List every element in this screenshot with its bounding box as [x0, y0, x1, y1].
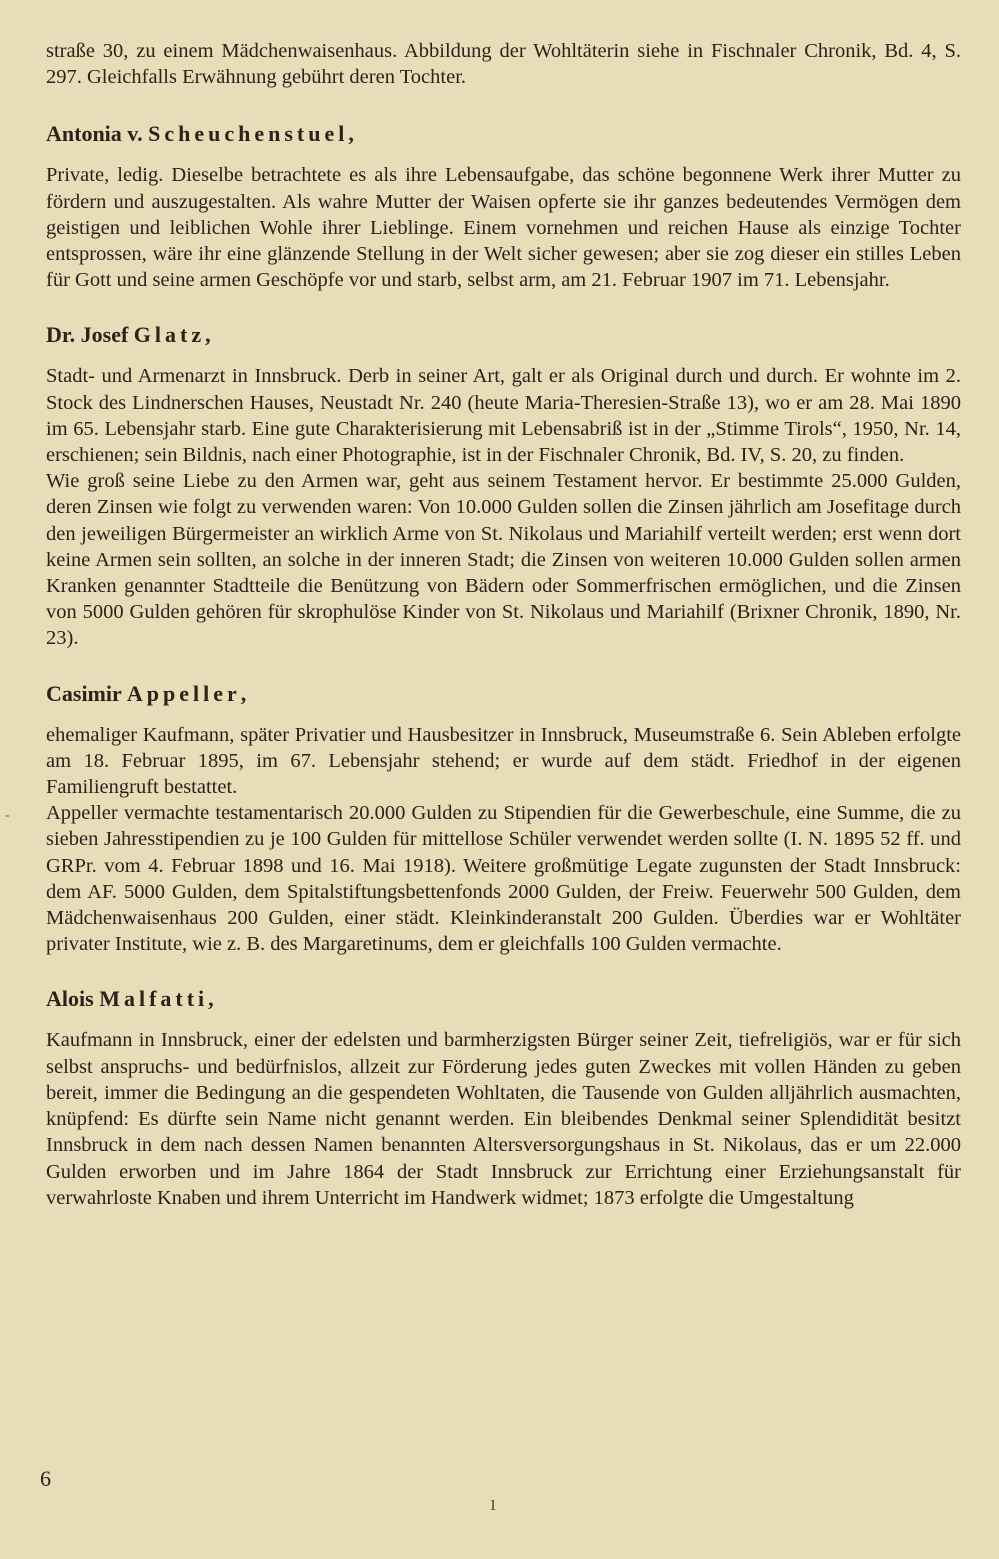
entry-heading [46, 120, 961, 148]
entry-appeller [46, 680, 961, 958]
heading-name-prefix: Casimir [46, 680, 127, 706]
entry-scheuchenstuel [46, 120, 961, 293]
entry-paragraph: Kaufmann in Innsbruck, einer der edelsten und barmherzigsten Bürger seiner Zeit, tiefreligiös, war er für sich selbst anspruchs- und bedürfnislos, allzeit zur Förderung jedes guten Zweckes mit vollen Händen zu geben bereit, immer die Bedingung an die gespendeten Wohltaten, die Tausende von Gulden alljährlich ausmachten, knüpfend: Es dürfte sein Name nicht genannt werden. Ein bleibendes Denkmal seiner Splendidität besitzt Innsbruck in dem nach dessen Namen benannten Altersversorgungshaus in St. Nikolaus, das er um 22.000 Gulden erworben und im Jahre 1864 der Stadt Innsbruck zur Errichtung einer Erziehungsanstalt für verwahrloste Knaben und ihrem Unterricht im Handwerk widmet; 1873 erfolgte die Umgestaltung [46, 1029, 961, 1209]
paper-speck-mark: ı [490, 1490, 497, 1515]
entry-glatz [46, 321, 961, 651]
page-number: 6 [40, 1466, 51, 1491]
heading-suffix: , [348, 121, 354, 147]
entry-paragraph: Appeller vermachte testamentarisch 20.000 Gulden zu Stipendien für die Gewerbeschule, eine Summe, die zu sieben Jahresstipendien zu je 100 Gulden für mittellose Schüler verwendet werden sollte (I. N. 1895 52 ff. und GRPr. vom 4. Februar 1898 und 16. Mai 1918). Weitere großmütige Legate zugunsten der Stadt Innsbruck: dem AF. 5000 Gulden, dem Spitalstiftungsbettenfonds 2000 Gulden, der Freiw. Feuerwehr 500 Gulden, dem Mädchenwaisenhaus 200 Gulden, einer städt. Kleinkinderanstalt 200 Gulden. Überdies war er Wohltäter privater Institute, wie z. B. des Margaretinums, dem er gleichfalls 100 Gulden vermachte. [46, 802, 961, 956]
heading-name-prefix: Antonia v. [46, 121, 149, 147]
heading-suffix: , [205, 322, 211, 348]
heading-name-prefix: Alois [46, 986, 100, 1012]
entry-paragraph: ehemaliger Kaufmann, später Privatier und Hausbesitzer in Innsbruck, Museumstraße 6. Sein Ableben erfolgte am 18. Februar 1895, im 67. Lebensjahr stehend; er wurde auf dem städt. Friedhof in der eigenen Familiengruft bestattet. [46, 723, 961, 799]
entry-heading [46, 680, 961, 708]
entry-heading [46, 321, 961, 349]
margin-dash-mark: - [5, 808, 10, 823]
heading-suffix: , [240, 680, 247, 706]
heading-surname: Appeller [126, 680, 241, 706]
heading-suffix: , [208, 986, 214, 1012]
entry-paragraph: Private, ledig. Dieselbe betrachtete es als ihre Lebensaufgabe, das schöne begonnene Werk ihrer Mutter zu fördern und auszugestalten. Als wahre Mutter der Waisen opferte sie ihr ganzes bedeutendes Vermögen dem geistigen und leiblichen Wohle ihrer Lieblinge. Einem vornehmen und reichen Hause als einzige Tochter entsprossen, wäre ihr eine glänzende Stellung in der Welt sicher gewesen; aber sie zog dieser ein stilles Leben für Gott und seine armen Geschöpfe vor und starb, selbst arm, am 21. Februar 1907 im 71. Lebensjahr. [46, 164, 961, 292]
intro-paragraph: straße 30, zu einem Mädchenwaisenhaus. Abbildung der Wohltäterin siehe in Fischnaler Chronik, Bd. 4, S. 297. Gleichfalls Erwähnung gebührt deren Tochter. [46, 40, 961, 89]
heading-surname: Malfatti [99, 986, 209, 1012]
entry-heading [46, 985, 961, 1013]
heading-name-prefix: Dr. Josef [46, 322, 134, 348]
entry-malfatti [46, 985, 961, 1210]
entry-paragraph: Stadt- und Armenarzt in Innsbruck. Derb in seiner Art, galt er als Original durch und durch. Er wohnte im 2. Stock des Lindnerschen Hauses, Neustadt Nr. 240 (heute Maria-Theresien-Straße 13), wo er am 28. Mai 1890 im 65. Lebensjahr starb. Eine gute Charakterisierung mit Lebensabriß ist in der „Stimme Tirols“, 1950, Nr. 14, erschienen; sein Bildnis, nach einer Photographie, ist in der Fischnaler Chronik, Bd. IV, S. 20, zu finden. [46, 365, 961, 467]
entry-paragraph: Wie groß seine Liebe zu den Armen war, geht aus seinem Testament hervor. Er bestimmte 25.000 Gulden, deren Zinsen wie folgt zu verwenden waren: Von 10.000 Gulden sollen die Zinsen jährlich am Josefitage durch den jeweiligen Bürgermeister an wirklich Arme von St. Nikolaus und Mariahilf verteilt werden; erst wenn dort keine Armen sein sollten, an solche in der inneren Stadt; die Zinsen von weiteren 10.000 Gulden sollen armen Kranken genannter Stadtteile die Benützung von Bädern oder Sommerfrischen ermöglichen, und die Zinsen von 5000 Gulden gehören für skrophulöse Kinder von St. Nikolaus und Mariahilf (Brixner Chronik, 1890, Nr. 23). [46, 470, 961, 650]
heading-surname: Scheuchenstuel [148, 121, 349, 147]
heading-surname: Glatz [133, 322, 206, 348]
